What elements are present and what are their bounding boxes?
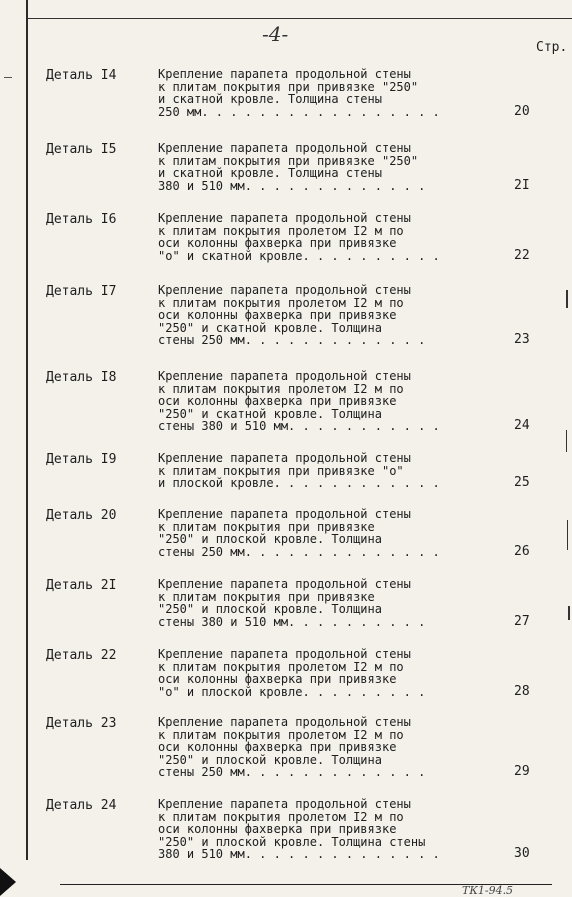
description-line: и плоской кровле. . . . . . . . . . . . [158,476,440,491]
margin-tick [4,77,12,78]
description-line: Крепление парапета продольной стены [158,647,411,661]
description-line: "250" и плоской кровле. Толщина [158,602,382,617]
detail-description [158,648,518,698]
detail-description [158,212,518,262]
description-line: Крепление парапета продольной стены [158,451,411,465]
description-line: "250" и скатной кровле. Толщина [158,320,382,335]
description-line: 250 мм. . . . . . . . . . . . . . . . . [158,104,440,119]
description-line: Крепление парапета продольной стены [158,577,411,591]
description-line: к плитам покрытия при привязке "250" [158,153,419,168]
description-line: "о" и скатной кровле. . . . . . . . . . [158,248,440,263]
page-ref: 22 [514,247,530,263]
detail-description [158,284,518,347]
page-ref: 24 [514,418,530,434]
page-ref: 28 [514,683,530,699]
description-line: "250" и плоской кровле. Толщина [158,752,382,767]
description-line: "250" и плоской кровле. Толщина [158,532,382,547]
description-line: и скатной кровле. Толщина стены [158,166,382,181]
detail-label: Деталь 22 [46,648,117,663]
description-line: к плитам покрытия при привязке "о" [158,463,404,478]
description-line: оси колонны фахверка при привязке [158,740,397,755]
detail-description [158,578,518,628]
page-ref: 29 [514,764,530,780]
scan-mark [566,430,567,452]
detail-description [158,452,518,490]
detail-label: Деталь 23 [46,716,117,731]
description-line: к плитам покрытия пролетом I2 м по [158,659,404,674]
description-line: "о" и плоской кровле. . . . . . . . . [158,684,426,699]
description-line: Крепление парапета продольной стены [158,141,411,155]
document-code: ТК1-94.5 [462,884,514,897]
detail-label: Деталь 2I [46,578,117,593]
detail-description [158,508,518,558]
description-line: Крепление парапета продольной стены [158,507,411,521]
description-line: Крепление парапета продольной стены [158,283,411,297]
corner-mark [0,868,16,896]
description-line: оси колонны фахверка при привязке [158,236,397,251]
page-column-header: Стр. [536,40,568,55]
description-line: к плитам покрытия пролетом I2 м по [158,295,404,310]
detail-label: Деталь I6 [46,212,117,227]
description-line: оси колонны фахверка при привязке [158,822,397,837]
scan-mark [568,606,570,620]
description-line: к плитам покрытия при привязке [158,519,375,534]
description-line: Крепление парапета продольной стены [158,67,411,81]
description-line: и скатной кровле. Толщина стены [158,92,382,107]
detail-label: Деталь 24 [46,798,117,813]
description-line: оси колонны фахверка при привязке [158,672,397,687]
description-line: к плитам покрытия при привязке "250" [158,79,419,94]
detail-label: Деталь I4 [46,68,117,83]
detail-label: Деталь 20 [46,508,117,523]
page-ref: 30 [514,846,530,862]
detail-description [158,716,518,779]
description-line: Крепление парапета продольной стены [158,211,411,225]
description-line: оси колонны фахверка при привязке [158,308,397,323]
description-line: к плитам покрытия пролетом I2 м по [158,381,404,396]
description-line: 380 и 510 мм. . . . . . . . . . . . . . [158,847,440,862]
detail-description [158,798,518,861]
page-number: -4- [262,22,289,46]
description-line: стены 250 мм. . . . . . . . . . . . . [158,765,426,780]
page-ref: 26 [514,543,530,559]
page-ref: 25 [514,475,530,491]
scan-mark [566,290,568,308]
description-line: 380 и 510 мм. . . . . . . . . . . . . [158,178,426,193]
detail-description [158,68,518,118]
detail-label: Деталь I9 [46,452,117,467]
detail-label: Деталь I8 [46,370,117,385]
description-line: к плитам покрытия пролетом I2 м по [158,727,404,742]
description-line: стены 380 и 510 мм. . . . . . . . . . [158,614,426,629]
description-line: к плитам покрытия пролетом I2 м по [158,223,404,238]
description-line: стены 250 мм. . . . . . . . . . . . . . [158,544,440,559]
description-line: к плитам покрытия пролетом I2 м по [158,809,404,824]
description-line: стены 250 мм. . . . . . . . . . . . . [158,333,426,348]
detail-label: Деталь I7 [46,284,117,299]
description-line: "250" и скатной кровле. Толщина [158,406,382,421]
description-line: стены 380 и 510 мм. . . . . . . . . . . [158,419,440,434]
page-ref: 20 [514,103,530,119]
description-line: Крепление парапета продольной стены [158,797,411,811]
description-line: Крепление парапета продольной стены [158,715,411,729]
page-ref: 27 [514,613,530,629]
page-ref: 2I [514,177,530,193]
description-line: "250" и плоской кровле. Толщина стены [158,834,426,849]
page-ref: 23 [514,332,530,348]
top-rule [28,18,572,19]
description-line: Крепление парапета продольной стены [158,369,411,383]
detail-label: Деталь I5 [46,142,117,157]
detail-description [158,142,518,192]
scan-mark [567,520,568,550]
description-line: к плитам покрытия при привязке [158,589,375,604]
description-line: оси колонны фахверка при привязке [158,394,397,409]
detail-description [158,370,518,433]
